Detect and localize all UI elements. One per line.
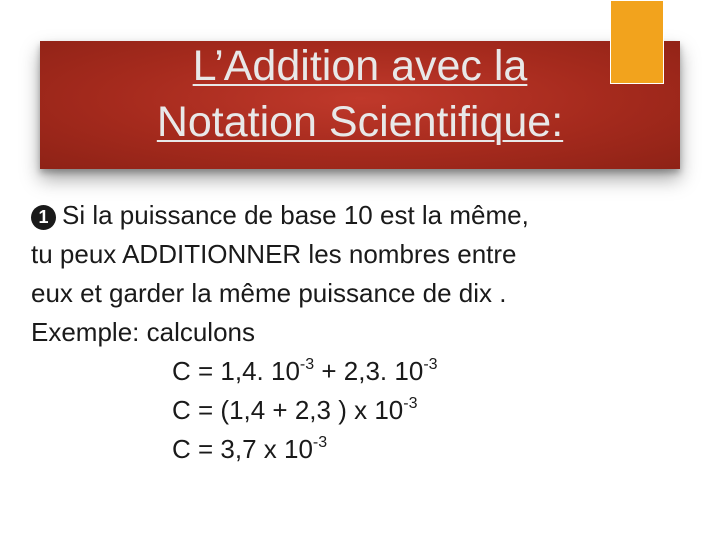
equation-1-exponent-b: -3 — [423, 356, 438, 373]
numbered-bullet-icon: 1 — [31, 205, 56, 230]
equation-2-term: C = (1,4 + 2,3 ) x 10 — [172, 395, 404, 425]
title-line-1: L’Addition avec la — [192, 42, 528, 90]
title-line-2: Notation Scientifique: — [156, 98, 564, 146]
equation-2-exponent: -3 — [403, 395, 418, 412]
equation-1-term-a: C = 1,4. 10 — [172, 356, 300, 386]
equation-1-term-b: + 2,3. 10 — [314, 356, 424, 386]
paragraph-line-2: tu peux ADDITIONNER les nombres entre — [31, 239, 517, 269]
equation-2 — [31, 391, 711, 430]
paragraph-line-3: eux et garder la même puissance de dix . — [31, 278, 507, 308]
equation-1-exponent-a: -3 — [299, 356, 315, 373]
slide-title — [40, 38, 680, 150]
equation-1 — [31, 352, 711, 391]
paragraph-text-1: Si la puissance de base 10 est la même, — [62, 200, 529, 230]
equation-3 — [31, 430, 711, 469]
equation-3-exponent: -3 — [312, 434, 328, 451]
paragraph-line-1 — [31, 196, 711, 235]
slide-body — [31, 196, 711, 469]
example-label: Exemple: calculons — [31, 317, 255, 347]
equation-3-term: C = 3,7 x 10 — [172, 434, 313, 464]
